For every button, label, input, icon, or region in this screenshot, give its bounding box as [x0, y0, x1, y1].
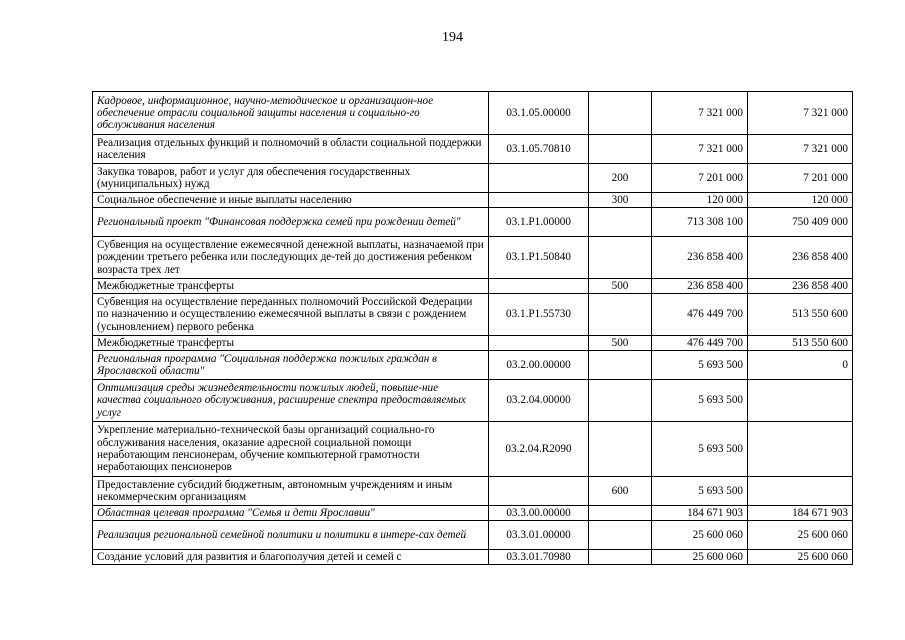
row-name-cell: Региональная программа "Социальная поддержка пожилых граждан в Ярославской области"	[93, 351, 489, 380]
row-name-cell: Межбюджетные трансферты	[93, 336, 489, 351]
target-article-code-cell: 03.2.04.R2090	[489, 422, 589, 477]
expense-type-code-cell	[589, 422, 652, 477]
amount-year-1-cell: 25 600 060	[652, 521, 748, 550]
table-row	[93, 506, 853, 521]
target-article-code-cell	[489, 477, 589, 506]
amount-year-2-cell: 236 858 400	[748, 237, 853, 279]
target-article-code-cell: 03.3.01.00000	[489, 521, 589, 550]
expense-type-code-cell	[589, 237, 652, 279]
expense-type-code-cell	[589, 550, 652, 565]
target-article-code-cell: 03.3.00.00000	[489, 506, 589, 521]
amount-year-2-cell	[748, 422, 853, 477]
table-row	[93, 351, 853, 380]
amount-year-1-cell: 7 201 000	[652, 164, 748, 193]
table-row	[93, 550, 853, 565]
expense-type-code-cell: 500	[589, 336, 652, 351]
amount-year-2-cell: 7 201 000	[748, 164, 853, 193]
table-row	[93, 92, 853, 135]
budget-table-body	[93, 92, 853, 565]
table-row	[93, 193, 853, 208]
table-row	[93, 294, 853, 336]
amount-year-1-cell: 5 693 500	[652, 380, 748, 422]
amount-year-1-cell: 5 693 500	[652, 477, 748, 506]
amount-year-1-cell: 5 693 500	[652, 422, 748, 477]
amount-year-2-cell: 7 321 000	[748, 92, 853, 135]
table-row	[93, 336, 853, 351]
amount-year-1-cell: 236 858 400	[652, 237, 748, 279]
amount-year-2-cell: 184 671 903	[748, 506, 853, 521]
row-name-cell: Субвенция на осуществление переданных полномочий Российской Федерации по назначению и осуществлению ежемесячной выплаты в связи с рождением (усыновлением) первого ребенка	[93, 294, 489, 336]
expense-type-code-cell: 600	[589, 477, 652, 506]
amount-year-1-cell: 7 321 000	[652, 92, 748, 135]
expense-type-code-cell	[589, 521, 652, 550]
expense-type-code-cell	[589, 135, 652, 164]
row-name-cell: Укрепление материально-технической базы организаций социально-го обслуживания населения, оказание адресной социальной помощи неработающим пенсионерам, обучение компьютерной грамотности неработающих пенсионеров	[93, 422, 489, 477]
table-row	[93, 237, 853, 279]
table-row	[93, 422, 853, 477]
amount-year-1-cell: 5 693 500	[652, 351, 748, 380]
table-row	[93, 380, 853, 422]
table-row	[93, 164, 853, 193]
target-article-code-cell: 03.2.00.00000	[489, 351, 589, 380]
target-article-code-cell: 03.1.05.00000	[489, 92, 589, 135]
row-name-cell: Субвенция на осуществление ежемесячной денежной выплаты, назначаемой при рождении третьего ребенка или последующих де-тей до достижения ребенком возраста трех лет	[93, 237, 489, 279]
amount-year-2-cell: 513 550 600	[748, 336, 853, 351]
amount-year-1-cell: 120 000	[652, 193, 748, 208]
row-name-cell: Реализация отдельных функций и полномочий в области социальной поддержки населения	[93, 135, 489, 164]
target-article-code-cell: 03.1.05.70810	[489, 135, 589, 164]
expense-type-code-cell	[589, 380, 652, 422]
table-row	[93, 135, 853, 164]
target-article-code-cell	[489, 336, 589, 351]
expense-type-code-cell	[589, 208, 652, 237]
row-name-cell: Оптимизация среды жизнедеятельности пожилых людей, повыше-ние качества социального обслуживания, расширение спектра предоставляемых услуг	[93, 380, 489, 422]
amount-year-2-cell	[748, 380, 853, 422]
target-article-code-cell	[489, 279, 589, 294]
amount-year-2-cell: 7 321 000	[748, 135, 853, 164]
row-name-cell: Кадровое, информационное, научно-методическое и организацион-ное обеспечение отрасли социальной защиты населения и социально-го обслуживания населения	[93, 92, 489, 135]
table-row	[93, 208, 853, 237]
amount-year-2-cell: 0	[748, 351, 853, 380]
row-name-cell: Межбюджетные трансферты	[93, 279, 489, 294]
amount-year-2-cell	[748, 477, 853, 506]
expense-type-code-cell: 300	[589, 193, 652, 208]
target-article-code-cell: 03.1.P1.50840	[489, 237, 589, 279]
target-article-code-cell: 03.1.P1.55730	[489, 294, 589, 336]
row-name-cell: Областная целевая программа "Семья и дети Ярославии"	[93, 506, 489, 521]
amount-year-1-cell: 7 321 000	[652, 135, 748, 164]
target-article-code-cell: 03.3.01.70980	[489, 550, 589, 565]
amount-year-1-cell: 236 858 400	[652, 279, 748, 294]
expense-type-code-cell	[589, 294, 652, 336]
amount-year-2-cell: 750 409 000	[748, 208, 853, 237]
table-row	[93, 521, 853, 550]
target-article-code-cell: 03.1.P1.00000	[489, 208, 589, 237]
expense-type-code-cell: 200	[589, 164, 652, 193]
target-article-code-cell	[489, 164, 589, 193]
row-name-cell: Реализация региональной семейной политики и политики в интере-сах детей	[93, 521, 489, 550]
page-number: 194	[442, 30, 463, 45]
amount-year-1-cell: 476 449 700	[652, 336, 748, 351]
target-article-code-cell: 03.2.04.00000	[489, 380, 589, 422]
expense-type-code-cell	[589, 506, 652, 521]
expense-type-code-cell: 500	[589, 279, 652, 294]
row-name-cell: Предоставление субсидий бюджетным, автономным учреждениям и иным некоммерческим организациям	[93, 477, 489, 506]
amount-year-2-cell: 513 550 600	[748, 294, 853, 336]
row-name-cell: Создание условий для развития и благополучия детей и семей с	[93, 550, 489, 565]
row-name-cell: Региональный проект "Финансовая поддержка семей при рождении детей"	[93, 208, 489, 237]
amount-year-1-cell: 25 600 060	[652, 550, 748, 565]
row-name-cell: Социальное обеспечение и иные выплаты населению	[93, 193, 489, 208]
table-row	[93, 279, 853, 294]
amount-year-2-cell: 25 600 060	[748, 550, 853, 565]
amount-year-2-cell: 25 600 060	[748, 521, 853, 550]
amount-year-1-cell: 476 449 700	[652, 294, 748, 336]
amount-year-2-cell: 236 858 400	[748, 279, 853, 294]
expense-type-code-cell	[589, 92, 652, 135]
table-row	[93, 477, 853, 506]
amount-year-1-cell: 713 308 100	[652, 208, 748, 237]
target-article-code-cell	[489, 193, 589, 208]
amount-year-2-cell: 120 000	[748, 193, 853, 208]
budget-table	[92, 91, 853, 565]
row-name-cell: Закупка товаров, работ и услуг для обеспечения государственных (муниципальных) нужд	[93, 164, 489, 193]
expense-type-code-cell	[589, 351, 652, 380]
amount-year-1-cell: 184 671 903	[652, 506, 748, 521]
